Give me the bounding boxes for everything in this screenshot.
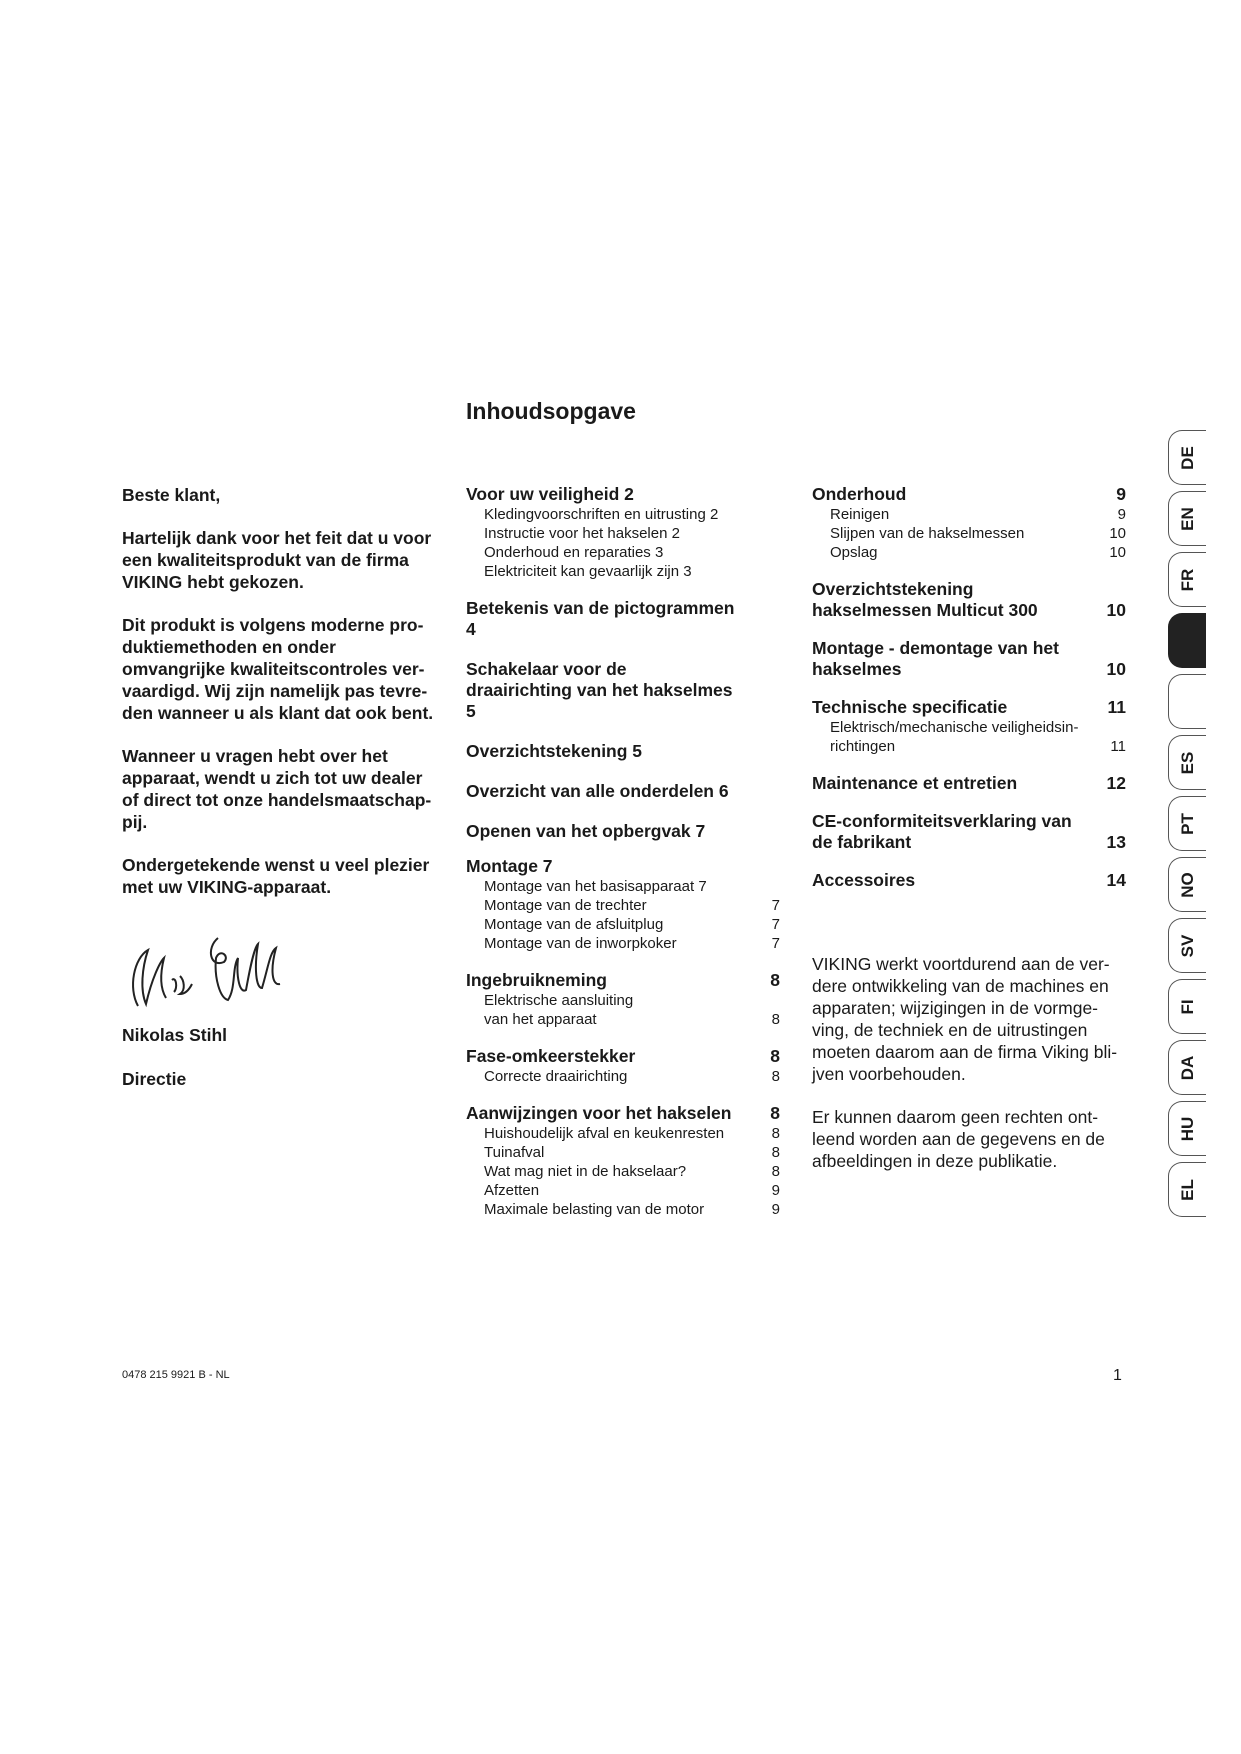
language-tab-fr[interactable] [1168,552,1206,607]
language-tab-label: SV [1177,934,1197,957]
toc-subitem[interactable] [466,934,780,953]
toc-section [466,821,780,842]
toc-subitem[interactable] [466,505,780,524]
toc-heading-label: Montage - demontage van het hakselmes [812,638,1059,679]
toc-section [466,1103,780,1219]
toc-subitem-page: 7 [771,916,780,933]
letter-greeting: Beste klant, [122,485,221,505]
toc-heading-page: 11 [1107,697,1126,717]
toc-heading-label: Overzichtstekening 5 [466,741,643,761]
toc-subitem[interactable] [466,877,780,896]
toc-heading[interactable] [466,856,780,877]
language-tab-label: HU [1177,1116,1197,1141]
toc-heading-label: Betekenis van de pictogrammen 4 [466,598,735,639]
language-tab-da[interactable] [1168,1040,1206,1095]
language-tab-el[interactable] [1168,1162,1206,1217]
toc-subitem-label: Kledingvoorschriften en uitrusting 2 [484,506,719,523]
toc-subitem[interactable] [466,991,780,1010]
language-tab-fi[interactable] [1168,979,1206,1034]
toc-subitem-page: 8 [771,1125,780,1142]
signer-name: Nikolas Stihl [122,1025,228,1045]
toc-subitem-label: Instructie voor het hakselen 2 [484,525,680,542]
language-tab-label: EL [1177,1178,1197,1201]
language-tab-nl[interactable] [1168,613,1206,668]
toc-subitem-label: Reinigen [830,506,890,523]
letter-paragraph-3: Wanneer u vragen hebt over het apparaat, wendt u zich tot uw dealer of direct tot onze handelsmaatschap-pij. [122,746,432,832]
toc-section [812,697,1126,756]
toc-subitem[interactable] [466,1162,780,1181]
toc-heading[interactable] [466,741,780,762]
toc-heading-page: 10 [1106,659,1126,679]
toc-subitem-label: Montage van de inworpkoker [484,935,677,952]
toc-subitem[interactable] [466,524,780,543]
toc-subitem-label: Elektriciteit kan gevaarlijk zijn 3 [484,563,692,580]
page-number: 1 [1113,1367,1122,1384]
toc-subitem-label: Afzetten [484,1182,540,1199]
toc-heading[interactable] [466,781,780,802]
toc-heading[interactable] [466,821,780,842]
toc-subitem-page: 7 [771,897,780,914]
toc-subitem-label: Tuinafval [484,1144,545,1161]
language-tab-pt[interactable] [1168,796,1206,851]
toc-subitem[interactable] [466,915,780,934]
toc-subitem-page: 8 [771,1163,780,1180]
toc-heading-page: 14 [1106,870,1126,890]
toc-subitem[interactable] [812,524,1126,543]
toc-heading-label: Aanwijzingen voor het hakselen [466,1103,732,1123]
notice-block [812,953,1126,1172]
toc-subitem[interactable] [466,896,780,915]
language-tab-label: ES [1177,751,1197,774]
toc-section [466,598,780,640]
toc-subitem[interactable] [466,1067,780,1086]
toc-heading-page: 9 [1116,484,1126,504]
toc-section [466,741,780,762]
language-tab-en[interactable] [1168,491,1206,546]
toc-section [466,659,780,722]
toc-heading[interactable] [812,870,1126,891]
toc-heading[interactable] [466,1046,780,1067]
toc-subitem-page: 9 [1117,506,1126,523]
toc-heading[interactable] [812,579,1126,621]
toc-subitem[interactable] [812,505,1126,524]
toc-subitem-label: Montage van de afsluitplug [484,916,664,933]
toc-subitem-label: van het apparaat [484,1011,597,1028]
toc-subitem-label: Wat mag niet in de hakselaar? [484,1163,687,1180]
toc-subitem-label: Maximale belasting van de motor [484,1201,705,1218]
language-tab-blank[interactable] [1168,674,1206,729]
toc-column-right [812,484,1126,1193]
toc-heading-label: Technische specificatie [812,697,1008,717]
toc-subitem-label: Opslag [830,544,878,561]
toc-heading-page: 12 [1106,773,1126,793]
toc-heading-label: Overzichtstekening hakselmessen Multicut 300 [812,579,1038,620]
toc-subitem[interactable] [466,1200,780,1219]
toc-subitem-page: 10 [1109,525,1126,542]
toc-section [466,484,780,581]
toc-heading-page: 10 [1106,600,1126,620]
toc-section [812,773,1126,794]
page-title: Inhoudsopgave [466,398,636,424]
toc-subitem-label: Montage van de trechter [484,897,647,914]
toc-heading-page: 8 [770,1103,780,1123]
toc-subitem-label: Slijpen van de hakselmessen [830,525,1025,542]
language-tab-label: DA [1177,1055,1197,1080]
language-tab-label: FR [1177,568,1197,591]
toc-heading-label: CE-conformiteitsverklaring van de fabrikant [812,811,1072,852]
toc-subitem[interactable] [812,543,1126,562]
toc-subitem[interactable] [466,1181,780,1200]
toc-section [812,484,1126,562]
toc-subitem-label: Onderhoud en reparaties 3 [484,544,664,561]
toc-section [812,579,1126,621]
toc-heading-label: Overzicht van alle onderdelen 6 [466,781,729,801]
language-tab-label: EN [1177,506,1197,531]
toc-heading[interactable] [812,773,1126,794]
toc-column-middle [466,484,780,1219]
toc-subitem-label: Huishoudelijk afval en keukenresten [484,1125,725,1142]
toc-heading-label: Voor uw veiligheid 2 [466,484,634,504]
signer-department: Directie [122,1069,187,1089]
toc-heading[interactable] [466,1103,780,1124]
toc-subitem-page: 8 [771,1011,780,1028]
language-tab-label: PT [1177,812,1197,835]
toc-section [466,856,780,953]
letter-paragraph-2: Dit produkt is volgens moderne pro-duktiemethoden en onder omvangrijke kwaliteitscontroles ver-vaardigd. Wij zijn namelijk pas tevre-den wanneer u als klant dat ook bent. [122,615,434,723]
language-tab-es[interactable] [1168,735,1206,790]
language-tab-label: DE [1177,445,1197,470]
toc-heading-label: Ingebruikneming [466,970,607,990]
toc-heading[interactable] [466,970,780,991]
toc-subitem[interactable] [466,543,780,562]
toc-subitem-label: richtingen [830,738,896,755]
toc-heading-label: Onderhoud [812,484,907,504]
toc-subitem-page: 9 [771,1201,780,1218]
toc-heading[interactable] [466,598,780,640]
toc-subitem-page: 8 [771,1144,780,1161]
toc-heading-label: Openen van het opbergvak 7 [466,821,706,841]
toc-subitem-label: Correcte draairichting [484,1068,628,1085]
language-tab-label: FI [1177,998,1197,1015]
toc-subitem-page: 10 [1109,544,1126,561]
toc-section [466,781,780,802]
notice-paragraph-2: Er kunnen daarom geen rechten ont-leend worden aan de gegevens en de afbeeldingen in deze publikatie. [812,1107,1105,1171]
toc-subitem[interactable] [812,737,1126,756]
toc-section [812,638,1126,680]
toc-heading[interactable] [466,659,780,722]
toc-heading-label: Accessoires [812,870,916,890]
toc-section [812,811,1126,853]
language-tab-no[interactable] [1168,857,1206,912]
language-tab-label: NO [1177,871,1197,898]
toc-heading[interactable] [812,484,1126,505]
toc-subitem-label: Elektrische aansluiting [484,992,634,1009]
toc-subitem-label: Elektrisch/mechanische veiligheidsin- [830,719,1079,736]
letter-paragraph-1: Hartelijk dank voor het feit dat u voor een kwaliteitsprodukt van de firma VIKING hebt gekozen. [122,528,432,592]
language-tab-sv[interactable] [1168,918,1206,973]
toc-heading[interactable] [812,811,1126,853]
document-code: 0478 215 9921 B - NL [122,1369,230,1381]
toc-heading-label: Montage 7 [466,856,553,876]
toc-heading-page: 8 [770,1046,780,1066]
toc-heading[interactable] [466,484,780,505]
toc-heading-page: 13 [1106,832,1126,852]
toc-heading-label: Schakelaar voor de draairichting van het hakselmes 5 [466,659,733,721]
toc-subitem-page: 7 [771,935,780,952]
language-tab-de[interactable] [1168,430,1206,485]
toc-section [466,970,780,1029]
toc-subitem-page: 8 [771,1068,780,1085]
toc-section [812,870,1126,891]
toc-section [466,1046,780,1086]
toc-subitem-page: 11 [1110,738,1126,755]
letter-column [122,484,442,919]
toc-heading-page: 8 [770,970,780,990]
language-tab-hu[interactable] [1168,1101,1206,1156]
toc-subitem-label: Montage van het basisapparaat 7 [484,878,707,895]
notice-paragraph-1: VIKING werkt voortdurend aan de ver-dere ontwikkeling van de machines en apparaten; wijzigingen in de vormge-ving, de techniek en de uitrustingen moeten daarom aan de firma Viking bli-jven voorbehouden. [812,954,1118,1084]
toc-subitem[interactable] [466,1143,780,1162]
toc-heading[interactable] [812,638,1126,680]
toc-subitem[interactable] [466,1124,780,1143]
toc-heading[interactable] [812,697,1126,718]
letter-paragraph-4: Ondergetekende wenst u veel plezier met uw VIKING-apparaat. [122,855,430,897]
toc-subitem-page: 9 [771,1182,780,1199]
toc-subitem[interactable] [812,718,1126,737]
signature-image [120,918,295,1018]
toc-subitem[interactable] [466,562,780,581]
toc-subitem[interactable] [466,1010,780,1029]
toc-heading-label: Maintenance et entretien [812,773,1018,793]
toc-heading-label: Fase-omkeerstekker [466,1046,636,1066]
